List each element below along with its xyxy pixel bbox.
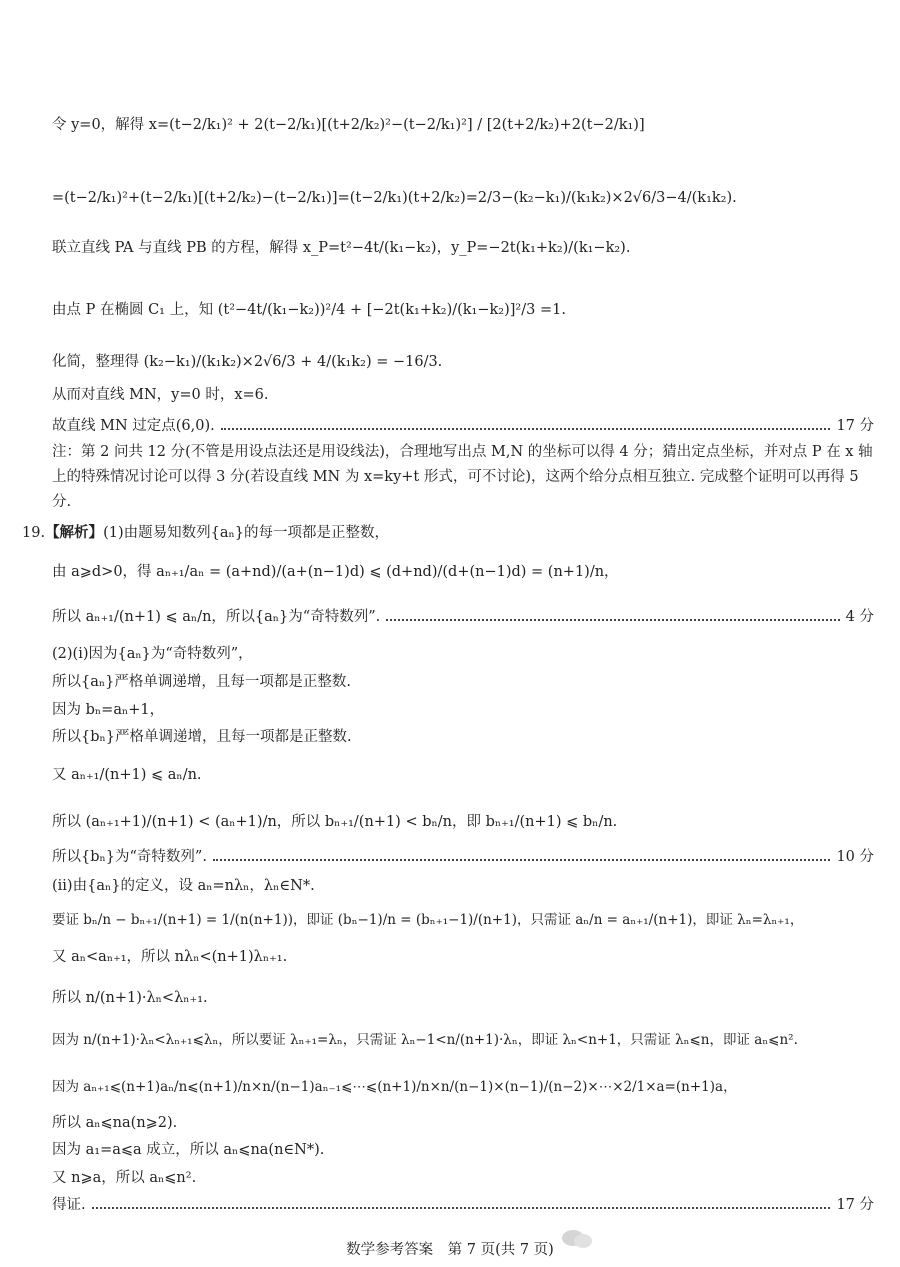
text-line: 要证 bₙ/n − bₙ₊₁/(n+1) = 1/(n(n+1))，即证 (bₙ−1)/n = (bₙ₊₁−1)/(n+1)，只需证 aₙ/n = aₙ₊₁/(n+1)，即证 λₙ=λₙ₊₁， [52, 912, 804, 928]
text-line: 因为 a₁=a⩽a 成立，所以 aₙ⩽na(n∈N*). [52, 1142, 325, 1158]
score-line-text: 得证. [52, 1197, 86, 1213]
q19-first-line: (1)由题易知数列{aₙ}的每一项都是正整数， [103, 525, 389, 541]
score-value: 4 分 [845, 609, 874, 625]
text-line: 又 aₙ<aₙ₊₁，所以 nλₙ<(n+1)λₙ₊₁. [52, 949, 288, 965]
score-line-text: 所以{bₙ}为“奇特数列”. [52, 849, 207, 865]
text-line: 从而对直线 MN，y=0 时，x=6. [52, 387, 269, 403]
score-line-text: 所以 aₙ₊₁/(n+1) ⩽ aₙ/n，所以{aₙ}为“奇特数列”. [52, 609, 381, 625]
text-line: (ii)由{aₙ}的定义，设 aₙ=nλₙ，λₙ∈N*. [52, 878, 315, 894]
text-line: 因为 aₙ₊₁⩽(n+1)aₙ/n⩽(n+1)/n×n/(n−1)aₙ₋₁⩽⋯⩽(n+1)/n×n/(n−1)×(n−1)/(n−2)×⋯×2/1×a=(n+1)a， [52, 1079, 737, 1095]
score-value: 17 分 [836, 418, 874, 434]
text-line: 因为 bₙ=aₙ+1， [52, 702, 165, 718]
text-line: =(t−2/k₁)²+(t−2/k₁)[(t+2/k₂)−(t−2/k₁)]=(t−2/k₁)(t+2/k₂)=2/3−(k₂−k₁)/(k₁k₂)×2√6/3−4/(k₁k₂). [52, 190, 737, 206]
text-line: 因为 n/(n+1)·λₙ<λₙ₊₁⩽λₙ，所以要证 λₙ₊₁=λₙ，只需证 λₙ−1<n/(n+1)·λₙ，即证 λₙ<n+1，只需证 λₙ⩽n，即证 aₙ⩽n². [52, 1032, 798, 1048]
dot-leader [386, 619, 839, 621]
chat-bubble-icon [560, 1228, 594, 1250]
score-line [52, 416, 874, 436]
q19-heading [22, 523, 874, 543]
text-line: 又 aₙ₊₁/(n+1) ⩽ aₙ/n. [52, 767, 202, 783]
score-value: 17 分 [836, 1197, 874, 1213]
score-line [52, 607, 874, 627]
text-line: 所以 n/(n+1)·λₙ<λₙ₊₁. [52, 990, 208, 1006]
text-line: 由 a⩾d>0，得 aₙ₊₁/aₙ = (a+nd)/(a+(n−1)d) ⩽ (d+nd)/(d+(n−1)d) = (n+1)/n， [52, 564, 619, 580]
text-line: 所以 (aₙ₊₁+1)/(n+1) < (aₙ+1)/n，所以 bₙ₊₁/(n+1) < bₙ/n，即 bₙ₊₁/(n+1) ⩽ bₙ/n. [52, 814, 618, 830]
score-line [52, 1195, 874, 1215]
score-line-text: 故直线 MN 过定点(6,0). [52, 418, 215, 434]
score-line [52, 847, 874, 867]
dot-leader [221, 428, 831, 430]
text-line: 所以 aₙ⩽na(n⩾2). [52, 1115, 178, 1131]
question-number: 19. [22, 525, 46, 541]
score-value: 10 分 [836, 849, 874, 865]
dot-leader [213, 859, 830, 861]
grading-note: 注：第 2 问共 12 分(不管是用设点法还是用设线法)，合理地写出点 M,N 的坐标可以得 4 分；猜出定点坐标，并对点 P 在 x 轴上的特殊情况讨论可以得 3 分(若设直线 MN 为 x=ky+t 形式，可不讨论)，这两个给分点相互独立. 完成整个证明可以再得 5 分. [52, 444, 873, 510]
text-line: 联立直线 PA 与直线 PB 的方程，解得 x_P=t²−4t/(k₁−k₂)，y_P=−2t(k₁+k₂)/(k₁−k₂). [52, 240, 631, 256]
text-line: 由点 P 在椭圆 C₁ 上，知 (t²−4t/(k₁−k₂))²/4 + [−2t(k₁+k₂)/(k₁−k₂)]²/3 =1. [52, 302, 566, 318]
dot-leader [92, 1207, 831, 1209]
text-line: (2)(i)因为{aₙ}为“奇特数列”， [52, 646, 253, 662]
text-line: 令 y=0，解得 x=(t−2/k₁)² + 2(t−2/k₁)[(t+2/k₂)²−(t−2/k₁)²] / [2(t+2/k₂)+2(t−2/k₁)] [52, 117, 645, 133]
text-line: 又 n⩾a，所以 aₙ⩽n². [52, 1170, 197, 1186]
analysis-tag: 【解析】 [45, 524, 104, 541]
text-line: 所以{bₙ}严格单调递增，且每一项都是正整数. [52, 729, 352, 745]
text-line: 化简，整理得 (k₂−k₁)/(k₁k₂)×2√6/3 + 4/(k₁k₂) = −16/3. [52, 354, 443, 370]
page-footer: 数学参考答案 第 7 页(共 7 页) [346, 1242, 554, 1258]
text-line: 所以{aₙ}严格单调递增，且每一项都是正整数. [52, 674, 351, 690]
